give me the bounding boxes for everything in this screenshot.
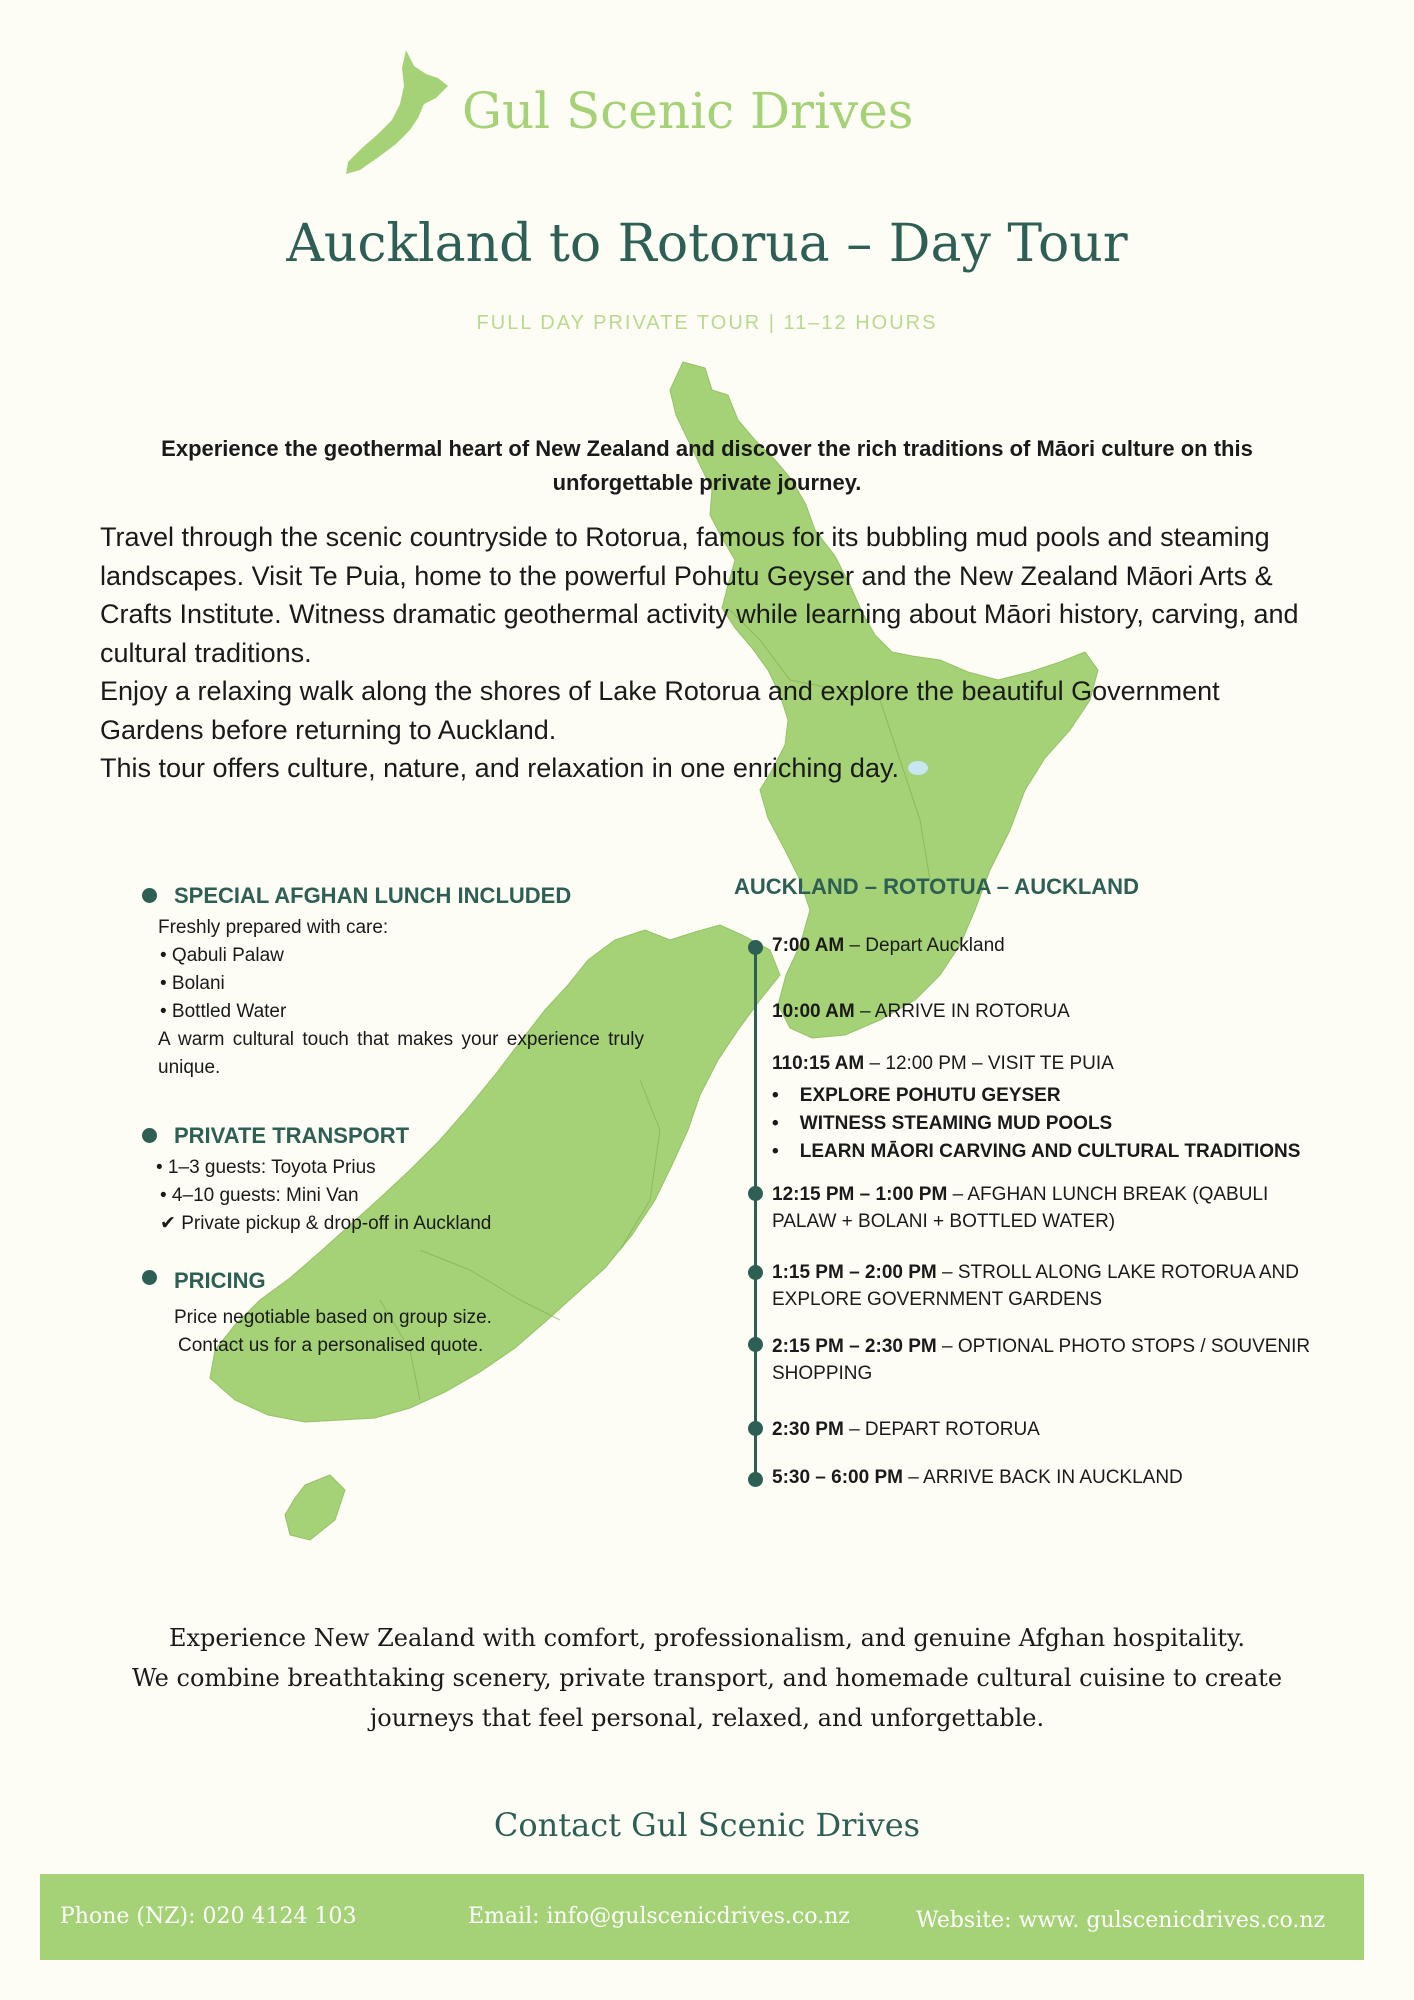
timeline-dot xyxy=(748,1337,763,1352)
timeline-event: 110:15 AM – 12:00 PM – VISIT TE PUIA xyxy=(772,1053,1114,1074)
transport-item: • 4–10 guests: Mini Van xyxy=(160,1185,359,1206)
timeline-event: 2:15 PM – 2:30 PM – OPTIONAL PHOTO STOPS / SOUVENIR SHOPPING xyxy=(772,1336,1311,1384)
page-title: Auckland to Rotorua – Day Tour xyxy=(286,214,1128,274)
website-link[interactable]: Website: www. gulscenicdrives.co.nz xyxy=(916,1908,1326,1933)
description-paragraph: Enjoy a relaxing walk along the shores of Lake Rotorua and explore the beautiful Government Gardens before returning to Auckland. xyxy=(100,676,1220,745)
closing-line: Experience New Zealand with comfort, professionalism, and genuine Afghan hospitality. xyxy=(168,1624,1245,1652)
phone-text: Phone (NZ): 020 4124 103 xyxy=(60,1904,357,1929)
timeline-event: 1:15 PM – 2:00 PM – STROLL ALONG LAKE ROTORUA AND EXPLORE GOVERNMENT GARDENS xyxy=(772,1262,1299,1310)
timeline-event: 5:30 – 6:00 PM – ARRIVE BACK IN AUCKLAND xyxy=(772,1467,1183,1488)
bullet-icon xyxy=(142,1270,157,1285)
description-paragraph: Travel through the scenic countryside to Rotorua, famous for its bubbling mud pools and steaming landscapes. Visit Te Puia, home to the powerful Pohutu Geyser and the New Zealand Māori Arts & Crafts Institute. Witness dramatic geothermal activity while learning about Māori history, carving, and cultural traditions. xyxy=(100,522,1299,668)
timeline-event: 12:15 PM – 1:00 PM – AFGHAN LUNCH BREAK (QABULI PALAW + BOLANI + BOTTLED WATER) xyxy=(772,1184,1269,1232)
intro-text: Experience the geothermal heart of New Zealand and discover the rich traditions of Māori culture on this unforgettable private journey. xyxy=(161,436,1253,495)
timeline-dot xyxy=(748,1421,763,1436)
timeline-dot xyxy=(748,1265,763,1280)
lunch-item: • Bolani xyxy=(160,973,225,994)
timeline-dot xyxy=(748,940,763,955)
contact-heading: Contact Gul Scenic Drives xyxy=(493,1806,921,1844)
contact-footer xyxy=(40,1874,1364,1960)
email-link[interactable]: Email: info@gulscenicdrives.co.nz xyxy=(468,1904,850,1929)
timeline-event: 10:00 AM – ARRIVE IN ROTORUA xyxy=(772,1001,1070,1022)
lunch-item: • Bottled Water xyxy=(160,1001,287,1022)
timeline-dot xyxy=(748,1472,763,1487)
lunch-lead: Freshly prepared with care: xyxy=(158,917,389,938)
te-puia-bullet: • EXPLORE POHUTU GEYSER xyxy=(772,1085,1061,1106)
transport-item: ✔ Private pickup & drop-off in Auckland xyxy=(160,1213,492,1234)
timeline-line xyxy=(754,948,757,1482)
transport-heading: PRIVATE TRANSPORT xyxy=(174,1123,410,1148)
transport-item: • 1–3 guests: Toyota Prius xyxy=(156,1157,376,1178)
lunch-note: A warm cultural touch that makes your experience truly unique. xyxy=(158,1029,644,1078)
bullet-icon xyxy=(142,1128,157,1143)
lunch-heading: SPECIAL AFGHAN LUNCH INCLUDED xyxy=(174,883,572,908)
brand-name: Gul Scenic Drives xyxy=(462,82,914,140)
pricing-heading: PRICING xyxy=(174,1268,266,1293)
pricing-line: Contact us for a personalised quote. xyxy=(178,1335,484,1356)
description-paragraph: This tour offers culture, nature, and relaxation in one enriching day. xyxy=(100,753,899,783)
page-subtitle: FULL DAY PRIVATE TOUR | 11–12 HOURS xyxy=(476,312,938,334)
timeline-event: 2:30 PM – DEPART ROTORUA xyxy=(772,1419,1040,1440)
lunch-item: • Qabuli Palaw xyxy=(160,945,284,966)
te-puia-bullet: • LEARN MĀORI CARVING AND CULTURAL TRADITIONS xyxy=(772,1141,1301,1162)
timeline-dot xyxy=(748,1186,763,1201)
te-puia-bullet: • WITNESS STEAMING MUD POOLS xyxy=(772,1113,1113,1134)
tour-description xyxy=(100,518,1300,788)
bullet-icon xyxy=(142,888,157,903)
closing-line: journeys that feel personal, relaxed, and unforgettable. xyxy=(369,1704,1045,1732)
route-heading: AUCKLAND – ROTOTUA – AUCKLAND xyxy=(734,874,1139,899)
pricing-line: Price negotiable based on group size. xyxy=(174,1307,492,1328)
timeline-event: 7:00 AM – Depart Auckland xyxy=(772,935,1005,956)
closing-text xyxy=(100,1618,1314,1738)
closing-line: We combine breathtaking scenery, private transport, and homemade cultural cuisine to create xyxy=(131,1664,1283,1692)
new-zealand-logo-icon xyxy=(340,48,460,178)
